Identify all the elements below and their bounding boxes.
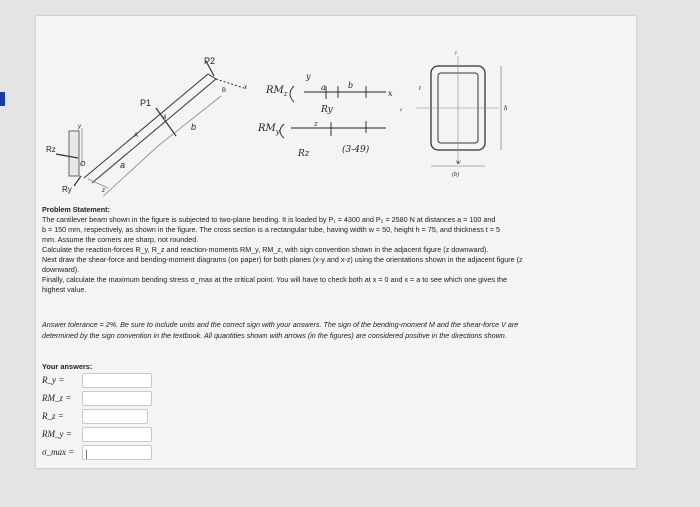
label-b: b <box>191 122 197 132</box>
answer-input-ry[interactable] <box>82 373 152 388</box>
beam-edge-bottom <box>92 79 216 183</box>
label-y: y <box>78 124 81 130</box>
z-axis <box>88 179 108 188</box>
answer-row-sigma-max <box>42 443 152 461</box>
answer-label-rmz: RM_z = <box>42 393 72 403</box>
tolerance-line-1: Answer tolerance = 2%. Be sure to include units and the correct sign with your answers. The sign of the bending-moment M and the shear-force V are <box>42 320 519 329</box>
statement-line-7: Finally, calculate the maximum bending stress σ_max at the critical point. You will have to check both at x = 0 and x = a to see which one gives the <box>42 275 507 284</box>
statement-line-4: Calculate the reaction-forces R_y, R_z and reaction-moments RM_y, RM_z, with sign convention shown in the adjacent figure (z downward). <box>42 245 489 254</box>
section-t: t <box>419 84 421 92</box>
answer-row-rmz <box>42 389 152 407</box>
section-w: w <box>456 158 461 166</box>
statement-line-5: Next draw the shear-force and bending-moment diagrams (on paper) for both planes (x-y and x-z) using the orientations shown in the adjacent figure (z <box>42 255 523 264</box>
hw-ref: (3-49) <box>342 145 370 155</box>
handwritten-notes <box>280 86 386 138</box>
hw-a: a <box>321 83 326 92</box>
problem-statement <box>42 205 628 295</box>
label-rz: Rz <box>46 145 56 154</box>
label-four: 4 <box>163 115 167 121</box>
hw-rmz: $RM_z$ <box>266 85 288 98</box>
wall <box>69 131 79 176</box>
text-caret <box>86 450 87 459</box>
answer-label-rz: R_z = <box>42 411 64 421</box>
hw-y: y <box>306 72 311 81</box>
label-b-point: B <box>222 88 227 94</box>
problem-card <box>36 16 636 468</box>
hw-x: x <box>388 89 393 98</box>
label-ry: Ry <box>62 185 72 194</box>
hw-z: z <box>314 120 318 128</box>
beam-edge-top <box>84 74 208 178</box>
statement-title: Problem Statement: <box>42 205 110 214</box>
ry-arrow <box>74 176 81 186</box>
section-h: h <box>504 104 508 112</box>
figure-svg <box>36 16 636 196</box>
beam-end <box>208 74 216 79</box>
statement-line-2: b = 150 mm, respectively, as shown in the figure. The cross section is a rectangular tube, having width w = 50, height h = 75, and thickness t = 5 <box>42 225 500 234</box>
answer-row-ry <box>42 371 152 389</box>
answers-title: Your answers: <box>42 362 93 371</box>
statement-line-8: highest value. <box>42 285 87 294</box>
figure-area <box>36 16 636 196</box>
answer-row-rmy <box>42 425 152 443</box>
hw-rmy: $RM_y$ <box>258 123 280 136</box>
label-a-point: A <box>134 133 139 139</box>
hw-rmy-arc <box>280 124 284 138</box>
hw-ry: Ry <box>321 105 333 115</box>
hw-rmz-arc <box>290 86 294 102</box>
section-y: y <box>455 51 458 56</box>
answer-input-sigma-max[interactable] <box>82 445 152 460</box>
answer-label-rmy: RM_y = <box>42 429 72 439</box>
statement-line-1: The cantilever beam shown in the figure is subjected to two-plane bending. It is loaded by P₁ = 4300 and P₂ = 2580 N at distances a = 100 and <box>42 215 496 224</box>
label-o: O <box>80 161 86 168</box>
x-axis-line <box>216 79 244 88</box>
answer-label-ry: R_y = <box>42 375 65 385</box>
beam-diagram <box>56 61 244 196</box>
answer-tolerance-note <box>42 319 628 341</box>
dim-b <box>158 96 221 146</box>
cross-section <box>416 56 501 166</box>
statement-line-3: mm. Assume the corners are sharp, not rounded. <box>42 235 199 244</box>
hw-rz: Rz <box>298 149 310 159</box>
answer-label-sigma-max: σ_max = <box>42 447 75 457</box>
p1-arrow <box>156 108 176 136</box>
section-caption: (b) <box>452 172 459 178</box>
label-a: a <box>120 160 126 170</box>
hw-b: b <box>348 81 354 90</box>
answer-row-rz <box>42 407 148 425</box>
statement-line-6: downward). <box>42 265 80 274</box>
label-p2: P2 <box>204 56 216 66</box>
label-z: z <box>102 188 105 194</box>
answer-input-rz[interactable] <box>82 409 148 424</box>
answer-input-rmy[interactable] <box>82 427 152 442</box>
label-p1: P1 <box>140 98 152 108</box>
section-z: z <box>400 108 402 113</box>
tolerance-line-2: determined by the sign convention in the textbook. All quantities shown with arrows (in the figures) are considered positive in the directions shown. <box>42 331 507 340</box>
answer-input-rmz[interactable] <box>82 391 152 406</box>
label-x: x <box>244 85 247 91</box>
left-accent-bar <box>0 92 5 106</box>
